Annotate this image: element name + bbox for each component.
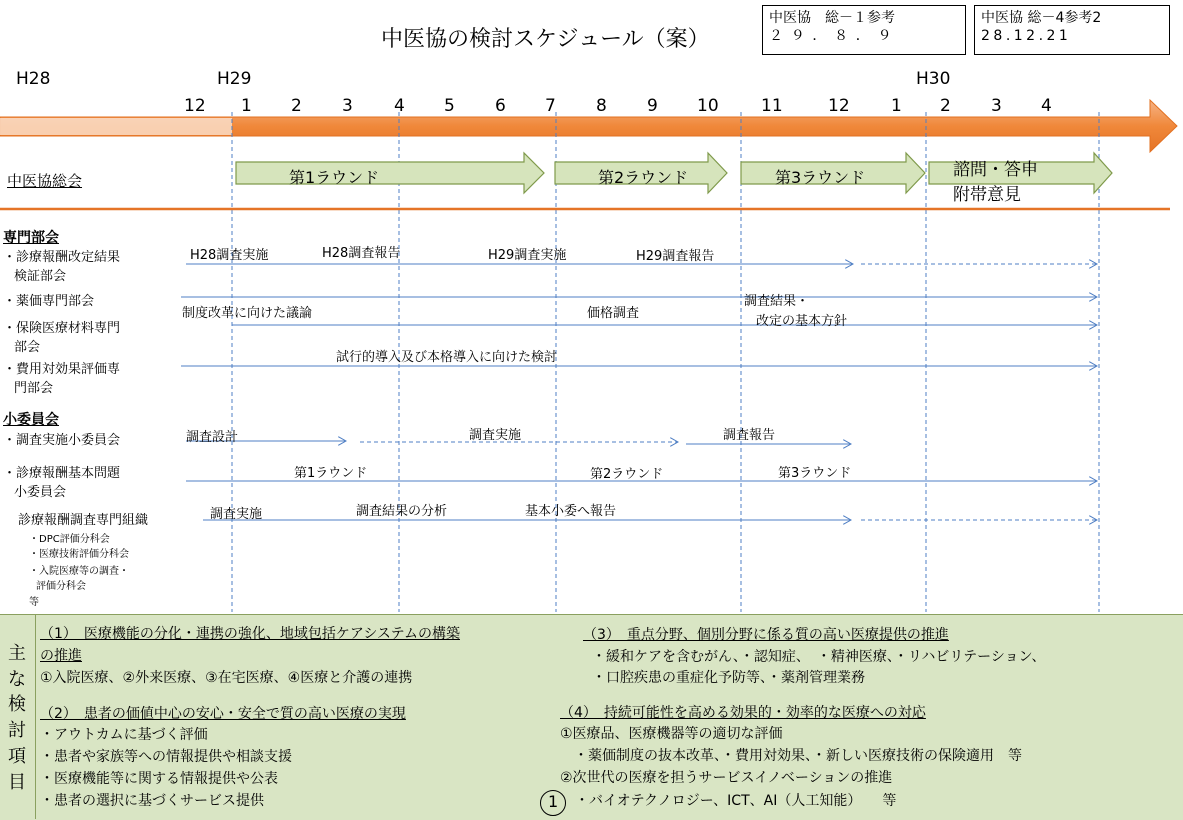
arrow-note: 調査結果・ (744, 294, 810, 309)
month-label: 10 (697, 96, 719, 116)
arrow-note: 調査報告 (723, 428, 776, 443)
side-char: 主 (8, 643, 26, 664)
section-2-item: ・アウトカムに基づく評価 (40, 727, 208, 743)
arrow-note: 調査設計 (186, 430, 239, 445)
era-h28: H28 (16, 69, 51, 89)
month-label: 1 (241, 96, 252, 116)
round-3-label: 第3ラウンド (775, 168, 866, 187)
arrow-note: 第1ラウンド (294, 466, 368, 481)
reference-box-2-line2: 28.12.21 (981, 28, 1072, 44)
arrow-note: 調査結果の分析 (356, 504, 448, 519)
side-char: 討 (8, 720, 26, 741)
timeline-past-fade (0, 118, 232, 135)
month-label: 1 (891, 96, 902, 116)
arrow-note: 制度改革に向けた議論 (182, 306, 313, 321)
month-label: 11 (761, 96, 783, 116)
page-title: 中医協の検討スケジュール（案） (381, 27, 710, 52)
final-label-line2: 附帯意見 (953, 185, 1021, 205)
section-4-heading: （4） 持続可能性を高める効果的・効率的な医療への対応 (560, 705, 926, 721)
month-label: 12 (828, 96, 850, 116)
section-1-body: ①入院医療、②外来医療、③在宅医療、④医療と介護の連携 (40, 670, 413, 686)
section-1-heading: （1） 医療機能の分化・連携の強化、地域包括ケアシステムの構築 (40, 626, 460, 642)
arrow-note: 調査実施 (210, 507, 263, 522)
month-label: 12 (184, 96, 206, 116)
committee-label: ・診療報酬改定結果 (3, 250, 121, 265)
arrow-note: H28調査報告 (322, 246, 401, 261)
key-items-divider (35, 614, 36, 819)
subgroup-label: 評価分科会 (36, 581, 86, 592)
section-2-heading: （2） 患者の価値中心の安心・安全で質の高い医療の実現 (40, 706, 406, 722)
arrow-note: 改定の基本方針 (756, 314, 848, 329)
section-1-heading-line2: の推進 (40, 648, 82, 664)
month-label: 2 (940, 96, 951, 116)
month-label: 7 (545, 96, 556, 116)
committee-label: ・調査実施小委員会 (3, 433, 121, 448)
month-label: 3 (991, 96, 1002, 116)
round-2-label: 第2ラウンド (598, 168, 689, 187)
section-2-item: ・患者の選択に基づくサービス提供 (40, 793, 264, 809)
committee-label: 小委員会 (14, 485, 67, 500)
section-4-item: ・薬価制度の抜本改革、・費用対効果、・新しい医療技術の保険適用 等 (574, 748, 1022, 764)
round-arrow-1 (236, 153, 544, 193)
arrow-note: 基本小委へ報告 (525, 504, 617, 519)
section-2-item: ・医療機能等に関する情報提供や公表 (40, 771, 278, 787)
month-label: 4 (394, 96, 405, 116)
committee-label: ・診療報酬基本問題 (3, 466, 121, 481)
section-2-item: ・患者や家族等への情報提供や相談支援 (40, 749, 292, 765)
era-h30: H30 (916, 69, 951, 89)
arrow-note: 第3ラウンド (778, 466, 852, 481)
shoi-header: 小委員会 (3, 412, 59, 428)
arrow-note: 調査実施 (469, 428, 522, 443)
section-3-heading: （3） 重点分野、個別分野に係る質の高い医療提供の推進 (583, 627, 949, 643)
round-1-label: 第1ラウンド (289, 168, 380, 187)
subgroup-label: ・DPC評価分科会 (29, 534, 110, 545)
reference-box-1-line2: ２９．８．９ (769, 28, 900, 44)
subgroup-label: ・医療技術評価分科会 (29, 549, 129, 560)
committee-label: ・薬価専門部会 (3, 294, 95, 309)
side-char: 項 (8, 746, 26, 767)
committee-label: ・費用対効果評価専 (3, 362, 121, 377)
month-label: 9 (647, 96, 658, 116)
final-label-line1: 諮問・答申 (953, 160, 1038, 180)
senmon-header: 専門部会 (3, 230, 59, 246)
arrow-note: H29調査報告 (636, 249, 715, 264)
committee-label: 門部会 (14, 381, 54, 396)
era-h29: H29 (217, 69, 252, 89)
reference-box-2-line1: 中医協 総－4参考2 (981, 10, 1102, 26)
section-4-item: ・バイオテクノロジー、ICT、AI（人工知能） 等 (575, 793, 897, 809)
committee-label: 診療報酬調査専門組織 (18, 513, 149, 528)
committee-label: 検証部会 (14, 269, 67, 284)
reference-box-1-line1: 中医協 総－１参考 (769, 10, 895, 26)
side-char: 目 (8, 772, 26, 793)
arrow-note: H29調査実施 (488, 248, 567, 263)
month-label: 2 (291, 96, 302, 116)
month-label: 5 (444, 96, 455, 116)
section-4-item: ②次世代の医療を担うサービスイノベーションの推進 (560, 770, 893, 786)
page-number: 1 (548, 792, 559, 811)
month-label: 6 (495, 96, 506, 116)
arrow-note: H28調査実施 (190, 248, 269, 263)
subgroup-label: 等 (29, 597, 39, 608)
month-label: 4 (1041, 96, 1052, 116)
side-char: な (8, 669, 26, 690)
section-4-item: ①医療品、医療機器等の適切な評価 (560, 726, 783, 742)
month-label: 3 (342, 96, 353, 116)
committee-label: ・保険医療材料専門 (3, 321, 121, 336)
arrow-note: 価格調査 (587, 306, 640, 321)
committee-label: 部会 (14, 340, 41, 355)
general-assembly-label: 中医協総会 (7, 172, 83, 190)
side-char: 検 (8, 694, 26, 715)
subgroup-label: ・入院医療等の調査・ (29, 566, 129, 577)
month-label: 8 (596, 96, 607, 116)
section-3-item: ・口腔疾患の重症化予防等、・薬剤管理業務 (592, 670, 865, 686)
section-3-item: ・緩和ケアを含むがん、・認知症、 ・精神医療、・リハビリテーション、 (592, 649, 1046, 665)
arrow-note: 第2ラウンド (590, 467, 664, 482)
arrow-note: 試行的導入及び本格導入に向けた検討 (336, 350, 558, 365)
